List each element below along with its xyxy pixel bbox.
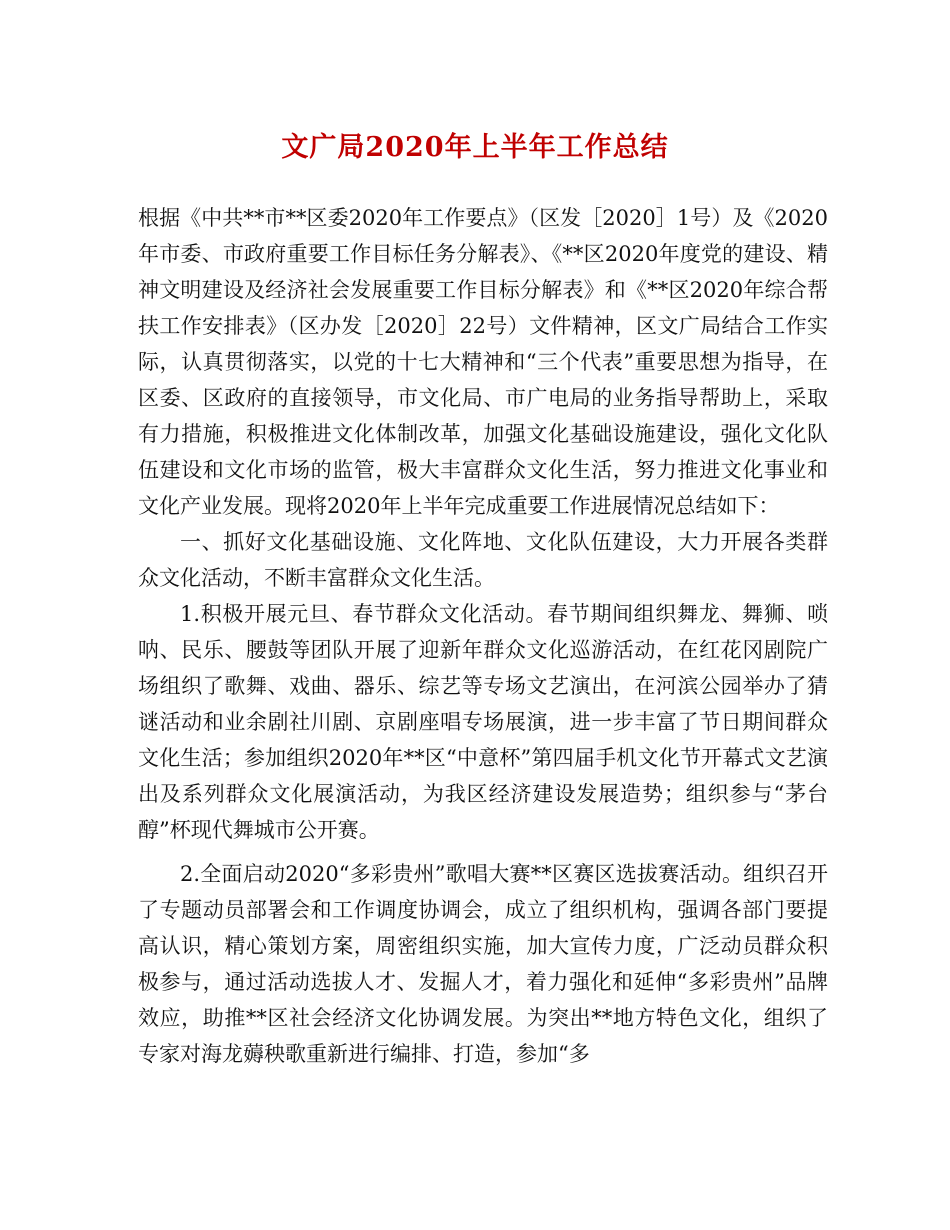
paragraph-item-1: 1.积极开展元旦、春节群众文化活动。春节期间组织舞龙、舞狮、唢呐、民乐、腰鼓等团队开展了迎新年群众文化巡游活动，在红花冈剧院广场组织了歌舞、戏曲、器乐、综艺等专场文艺演出，在河滨公园举办了猜谜活动和业余剧社川剧、京剧座唱专场展演，进一步丰富了节日期间群众文化生活；参加组织2020年**区“中意杯”第四届手机文化节开幕式文艺演出及系列群众文化展演活动，为我区经济建设发展造势；组织参与“茅台醇”杯现代舞城市公开赛。 — [138, 602, 828, 842]
paragraph-intro: 根据《中共**市**区委2020年工作要点》（区发［2020］1号）及《2020年市委、市政府重要工作目标任务分解表》、《**区2020年度党的建设、精神文明建设及经济社会发展重要工作目标分解表》和《**区2020年综合帮扶工作安排表》（区办发［2020］22号）文件精神，区文广局结合工作实际，认真贯彻落实，以党的十七大精神和“三个代表”重要思想为指导，在区委、区政府的直接领导，市文化局、市广电局的业务指导帮助上，采取有力措施，积极推进文化体制改革，加强文化基础设施建设，强化文化队伍建设和文化市场的监管，极大丰富群众文化生活，努力推进文化事业和文化产业发展。现将2020年上半年完成重要工作进展情况总结如下： — [138, 206, 828, 518]
document-title: 文广局2020年上半年工作总结 — [281, 132, 669, 163]
document-body — [138, 200, 828, 1072]
paragraph-item-2: 2.全面启动2020“多彩贵州”歌唱大赛**区赛区选拔赛活动。组织召开了专题动员部署会和工作调度协调会，成立了组织机构，强调各部门要提高认识，精心策划方案，周密组织实施，加大宣传力度，广泛动员群众积极参与，通过活动选拔人才、发掘人才，着力强化和延伸“多彩贵州”品牌效应，助推**区社会经济文化协调发展。为突出**地方特色文化，组织了专家对海龙薅秧歌重新进行编排、打造，参加“多 — [138, 862, 828, 1066]
paragraph-section-one-heading: 一、抓好文化基础设施、文化阵地、文化队伍建设，大力开展各类群众文化活动，不断丰富群众文化生活。 — [138, 530, 828, 590]
